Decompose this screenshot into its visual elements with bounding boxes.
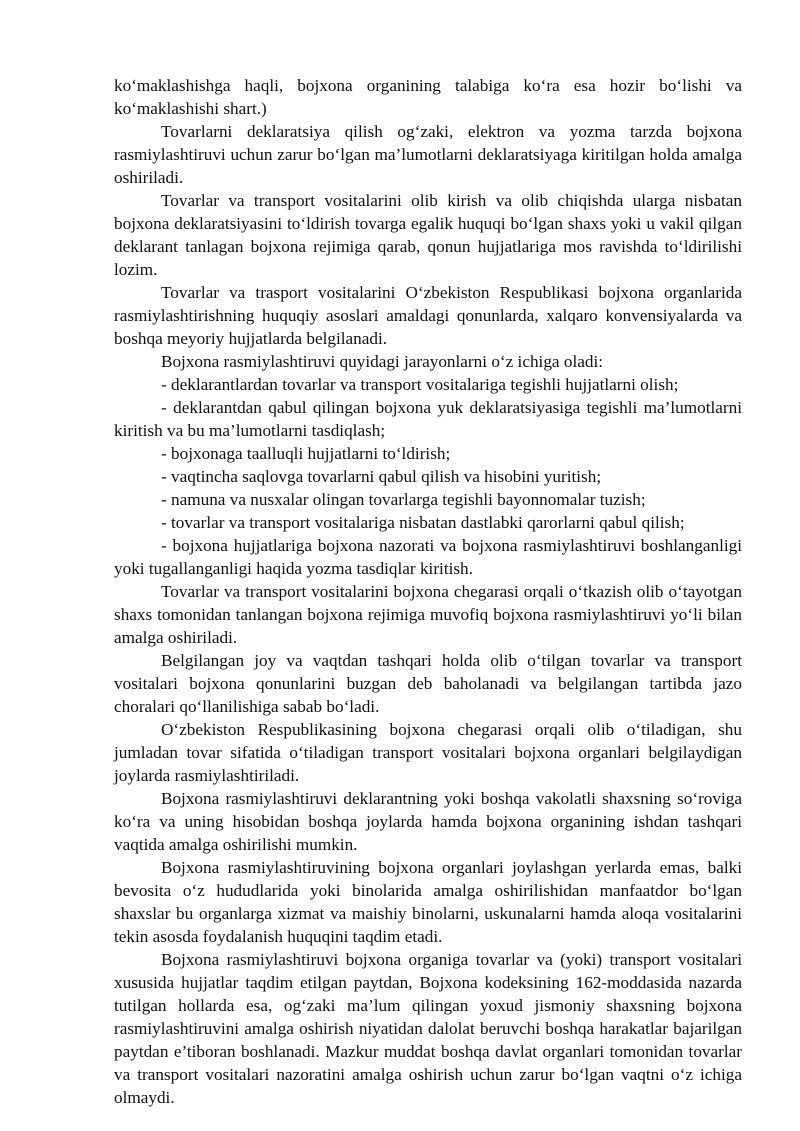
paragraph-border-crossing: Tovarlar va transport vositalarini bojxona chegarasi orqali o‘tkazish olib o‘tayotgan shaxs tomonidan tanlangan bojxona rejimiga muvofiq bojxona rasmiylashtiruvi yo‘li bilan amalga oshiriladi. xyxy=(114,582,742,647)
paragraph-continuation: ko‘maklashishga haqli, bojxona organining talabiga ko‘ra esa hozir bo‘lishi va ko‘maklashishi shart.) xyxy=(114,76,742,118)
list-item: - tovarlar va transport vositalariga nisbatan dastlabki qarorlarni qabul qilish; xyxy=(161,513,685,532)
list-item: - vaqtincha saqlovga tovarlarni qabul qilish va hisobini yuritish; xyxy=(161,467,602,486)
paragraph-processes-intro: Bojxona rasmiylashtiruvi quyidagi jarayonlarni o‘z ichiga oladi: xyxy=(161,352,603,371)
paragraph-declaration-filling: Tovarlar va transport vositalarini olib kirish va olib chiqishda ularga nisbatan bojxona deklaratsiyasini to‘ldirish tovarga egalik huquqi bo‘lgan shaxs yoki u vakil qilgan deklarant tanlagan bojxona rejimiga qarab, qonun hujjatlariga mos ravishda to‘ldirilishi lozim. xyxy=(114,191,742,279)
paragraph-violation: Belgilangan joy va vaqtdan tashqari holda olib o‘tilgan tovarlar va transport vositalari bojxona qonunlarini buzgan deb baholanadi va belgilangan tartibda jazo choralari qo‘llanilishiga sabab bo‘ladi. xyxy=(114,651,742,716)
paragraph-premises: Bojxona rasmiylashtiruvining bojxona organlari joylashgan yerlarda emas, balki bevosita o‘z hududlarida yoki binolarida amalga oshirilishidan manfaatdor bo‘lgan shaxslar bu organlarga xizmat va maishiy binolarni, uskunalarni hamda aloqa vositalarini tekin asosda foydalanish huquqini taqdim etadi. xyxy=(114,858,742,946)
paragraph-transport-locations: O‘zbekiston Respublikasining bojxona chegarasi orqali olib o‘tiladigan, shu jumladan tovar sifatida o‘tiladigan transport vositalari bojxona organlari belgilaydigan joylarda rasmiylashtiriladi. xyxy=(114,720,742,785)
paragraph-start-time: Bojxona rasmiylashtiruvi bojxona organiga tovarlar va (yoki) transport vositalari xususida hujjatlar taqdim etilgan paytdan, Bojxona kodeksining 162-moddasida nazarda tutilgan hollarda esa, og‘zaki ma’lum qilingan yoxud jismoniy shaxsning bojxona rasmiylashtiruvini amalga oshirish niyatidan dalolat beruvchi boshqa harakatlar bajarilgan paytdan e’tiboran boshlanadi. Mazkur muddat boshqa davlat organlari tomonidan tovarlar va transport vositalari nazoratini amalga oshirish uchun zarur bo‘lgan vaqtni o‘z ichiga olmaydi. xyxy=(114,950,742,1107)
paragraph-other-places: Bojxona rasmiylashtiruvi deklarantning yoki boshqa vakolatli shaxsning so‘roviga ko‘ra va uning hisobidan boshqa joylarda hamda bojxona organining ishdan tashqari vaqtida amalga oshirilishi mumkin. xyxy=(114,789,742,854)
paragraph-declaration-forms: Tovarlarni deklaratsiya qilish og‘zaki, elektron va yozma tarzda bojxona rasmiylashtiruvi uchun zarur bo‘lgan ma’lumotlarni deklaratsiyaga kiritilgan holda amalga oshiriladi. xyxy=(114,122,742,187)
list-item: - namuna va nusxalar olingan tovarlarga tegishli bayonnomalar tuzish; xyxy=(161,490,646,509)
list-item: - deklarantlardan tovarlar va transport vositalariga tegishli hujjatlarni olish; xyxy=(161,375,679,394)
list-item: - bojxonaga taalluqli hujjatlarni to‘ldirish; xyxy=(161,444,451,463)
document-page xyxy=(114,74,742,1109)
list-item: - deklarantdan qabul qilingan bojxona yuk deklaratsiyasiga tegishli ma’lumotlarni kiritish va bu ma’lumotlarni tasdiqlash; xyxy=(114,398,742,440)
paragraph-legal-basis: Tovarlar va trasport vositalarini O‘zbekiston Respublikasi bojxona organlarida rasmiylashtirishning huquqiy asoslari amaldagi qonunlarda, xalqaro konvensiyalarda va boshqa meyoriy hujjatlarda belgilanadi. xyxy=(114,283,742,348)
list-item: - bojxona hujjatlariga bojxona nazorati va bojxona rasmiylashtiruvi boshlanganligi yoki tugallanganligi haqida yozma tasdiqlar kiritish. xyxy=(114,536,742,578)
